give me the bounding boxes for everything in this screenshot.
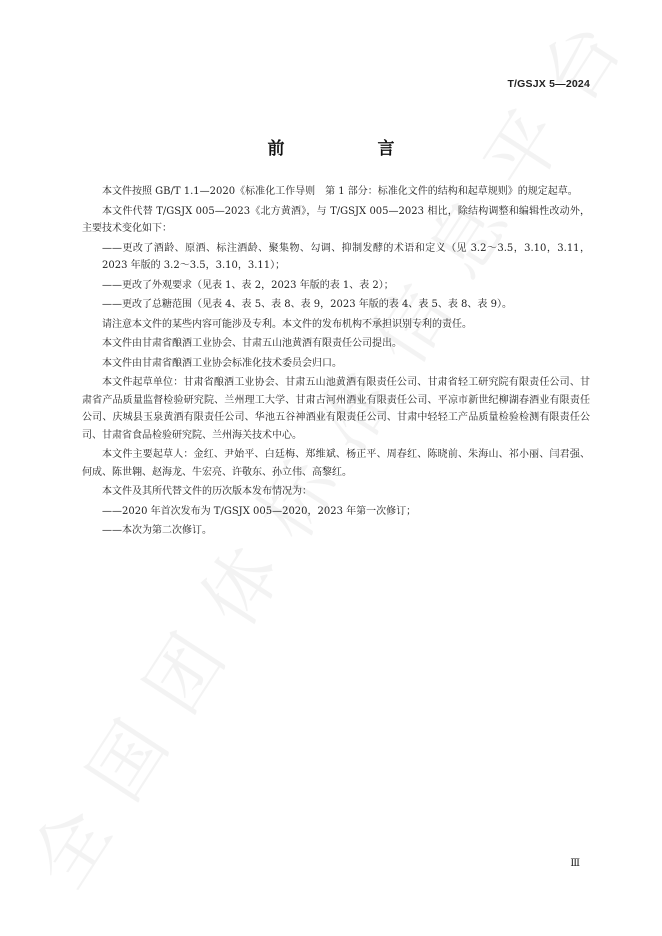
history-item-first: ——2020 年首次发布为 T/GSJX 005—2020，2023 年第一次修订； <box>102 505 417 517</box>
paragraph-centralized-by: 本文件由甘肃省酿酒工业协会标准化技术委员会归口。 <box>102 357 342 369</box>
standard-code: T/GSJX 5—2024 <box>507 78 590 90</box>
history-item-second: ——本次为第二次修订。 <box>102 525 212 536</box>
paragraph-version-history: 本文件及其所代替文件的历次版本发布情况为： <box>102 486 312 497</box>
foreword-body <box>82 183 590 542</box>
paragraph-drafting-units: 本文件起草单位：甘肃省酿酒工业协会、甘肃五山池黄酒有限责任公司、甘肃省轻工研究院有限责任公司、甘肃省产品质量监督检验研究院、兰州理工大学、甘肃古河州酒业有限责任公司、平凉市新世纪柳湖春酒业有限责任公司、庆城县玉泉黄酒有限责任公司、华池五谷神酒业有限责任公司、甘肃中轻轻工产品质量检验检测有限责任公司、甘肃省食品检验研究院、兰州海关技术中心。 <box>82 377 590 441</box>
paragraph-drafters: 本文件主要起草人：金红、尹始平、白廷梅、郑维斌、杨正平、周春红、陈晓前、朱海山、祁小丽、闫君强、何成、陈世翱、赵海龙、牛宏亮、许敬东、孙立伟、高黎红。 <box>82 449 590 478</box>
paragraph-drafting-rules: 本文件按照 GB/T 1.1—2020《标准化工作导则 第 1 部分：标准化文件的结构和起草规则》的规定起草。 <box>102 186 578 197</box>
page-number: Ⅲ <box>570 858 580 869</box>
page-title: 前 言 <box>267 139 433 159</box>
paragraph-patent-notice: 请注意本文件的某些内容可能涉及专利。本文件的发布机构不承担识别专利的责任。 <box>102 318 472 330</box>
paragraph-proposed-by: 本文件由甘肃省酿酒工业协会、甘肃五山池黄酒有限责任公司提出。 <box>102 338 402 349</box>
change-item-appearance: ——更改了外观要求（见表 1、表 2，2023 年版的表 1、表 2）； <box>102 279 394 291</box>
change-item-terms: ——更改了酒龄、原酒、标注酒龄、聚集物、勾调、抑制发酵的术语和定义（见 3.2～3.5，3.10，3.11，2023 年版的 3.2～3.5，3.10，3.11）； <box>102 242 590 271</box>
paragraph-replacement: 本文件代替 T/GSJX 005—2023《北方黄酒》，与 T/GSJX 005—2023 相比，除结构调整和编辑性改动外，主要技术变化如下： <box>82 205 590 234</box>
change-item-total-sugar: ——更改了总糖范围（见表 4、表 5、表 8、表 9，2023 年版的表 4、表 5、表 8、表 9）。 <box>102 299 512 310</box>
